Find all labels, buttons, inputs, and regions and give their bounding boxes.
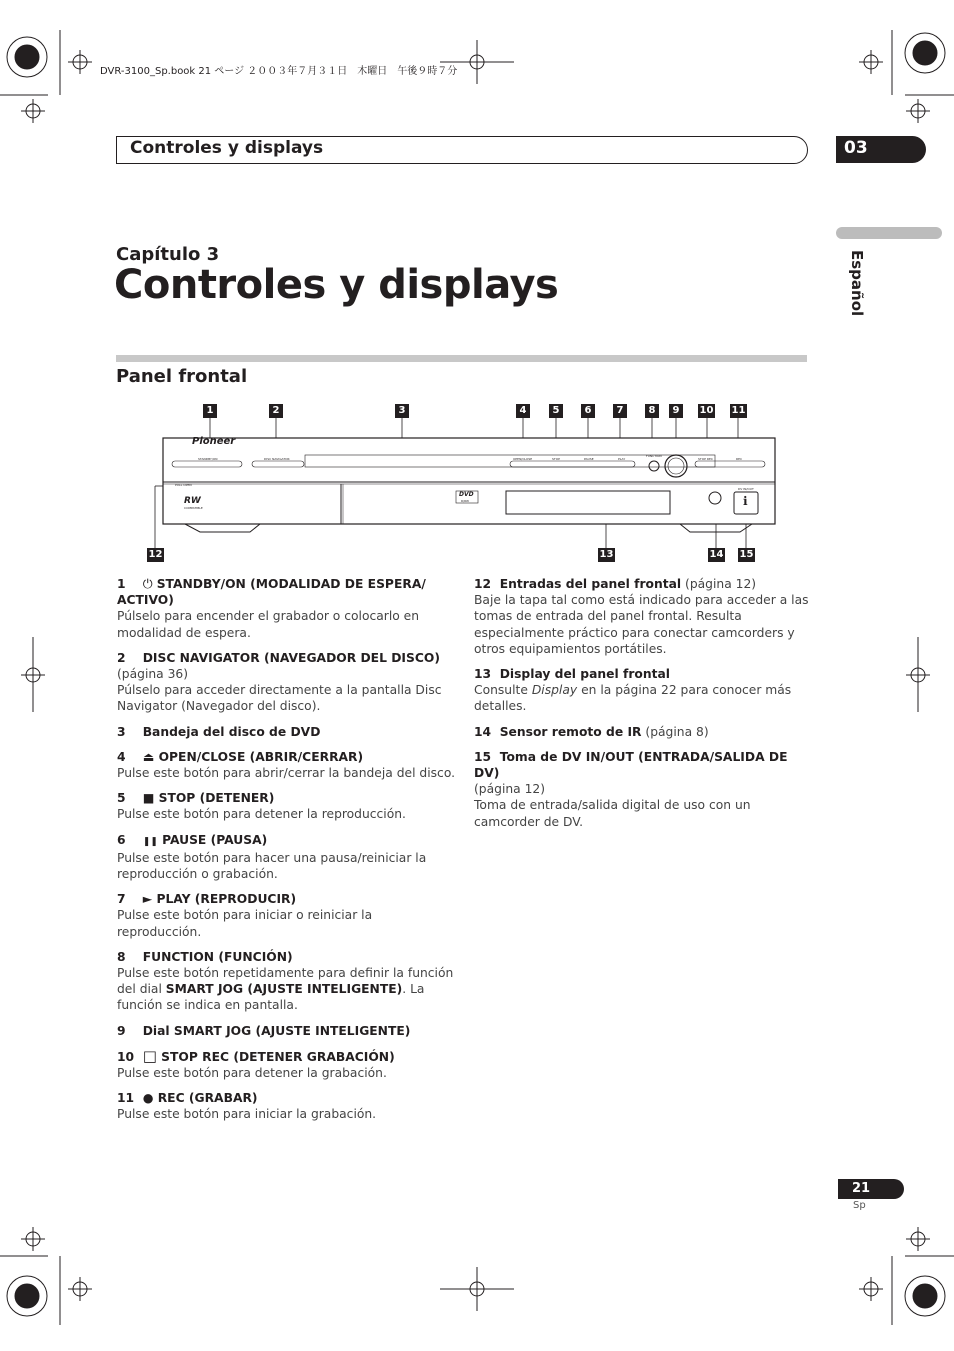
rec-icon: ● [142,1091,154,1106]
item-11: 11 ● REC (GRABAR) Pulse este botón para iniciar la grabación. [117,1091,377,1122]
language-tab [836,227,942,239]
front-panel-drawing [140,400,800,570]
item-4: 4 ⏏ OPEN/CLOSE (ABRIR/CERRAR) Pulse este botón para abrir/cerrar la bandeja del disco. [117,749,456,781]
item-1: 1 ⏻ STANDBY/ON (MODALIDAD DE ESPERA/ ACTIVO) Púlselo para encender el grabador o colocarlo en modalidad de espera. [117,577,426,640]
eject-icon: ⏏ [142,749,155,764]
item-8: 8 FUNCTION (FUNCIÓN) Pulse este botón repetidamente para definir la función del dial SMART JOG (AJUSTE INTELIGENTE). La función se indica en pantalla. [117,949,454,1013]
item-15: 15 Toma de DV IN/OUT (ENTRADA/SALIDA DE DV) (página 12) Toma de entrada/salida digital de uso con un camcorder de DV. [474,749,788,829]
play-icon: ► [142,892,153,907]
section-title: Panel frontal [116,366,248,387]
chapter-label: Capítulo 3 [116,244,220,265]
callout-15: 15 [739,549,754,560]
pause-icon: ❚❚ [142,836,158,847]
callout-8: 8 [645,404,659,418]
label-pull-open: PULL OPEN [175,483,192,487]
front-panel-diagram [140,400,800,570]
callout-4: 4 [516,404,530,418]
stop-rec-icon: □ [142,1046,157,1065]
item-3: 3 Bandeja del disco de DVD [117,724,321,739]
callout-14: 14 [709,549,724,560]
item-7: 7 ► PLAY (REPRODUCIR) Pulse este botón para iniciar o reiniciar la reproducción. [117,892,373,939]
page-number: 21 [838,1179,904,1199]
dv-jack-icon: ℹ [743,494,748,508]
callout-11: 11 [731,405,746,416]
callout-6: 6 [581,404,595,418]
item-14: 14 Sensor remoto de IR (página 8) [474,724,709,739]
callout-7: 7 [613,404,627,418]
label-pause: PAUSE [584,457,594,461]
item-6: 6 ❚❚ PAUSE (PAUSA) Pulse este botón para hacer una pausa/reiniciar la reproducción o grabación. [117,832,427,882]
section-rule [116,355,807,362]
callout-9: 9 [669,404,683,418]
item-5: 5 ■ STOP (DETENER) Pulse este botón para detener la reproducción. [117,791,406,822]
items-left-column [117,576,457,1132]
callout-2: 2 [269,404,283,418]
header-title: Controles y displays [130,138,324,158]
callout-1: 1 [203,404,217,418]
callout-12: 12 [148,549,163,560]
label-stop: STOP [552,457,560,461]
item-2: 2 DISC NAVIGATOR (NAVEGADOR DEL DISCO) (página 36) Púlselo para acceder directamente a la pantalla Disc Navigator (Navegador del disco). [117,650,442,714]
label-stop-rec: STOP REC [698,457,713,461]
label-function: FUNCTION [646,454,662,458]
label-open-close: OPEN/CLOSE [513,457,533,461]
callout-5: 5 [549,404,563,418]
rw-logo: RW [184,496,201,506]
page-language: Sp [853,1200,866,1211]
power-icon: ⏻ [142,577,153,591]
book-info-line: DVR-3100_Sp.book 21 ページ ２００３年７月３１日 木曜日 午後９時７分 [100,66,458,77]
label-disc-navigator: DISC NAVIGATOR [264,457,290,461]
chapter-number-badge: 03 [836,136,926,163]
dvd-logo: DVD [459,491,474,498]
label-dv-in-out: DV IN/OUT [738,487,754,491]
item-12: 12 Entradas del panel frontal (página 12) Baje la tapa tal como está indicado para acceder a las tomas de entrada del panel frontal. Resulta especialmente práctico para conectar camcorders y otros equipamientos portátiles. [474,577,809,656]
language-label: Español [848,250,866,317]
page-title: Controles y displays [114,262,559,308]
item-13: 13 Display del panel frontal Consulte Display en la página 22 para conocer más detalles. [474,667,792,714]
callout-3: 3 [395,404,409,418]
callout-10: 10 [699,405,714,416]
stop-icon: ■ [142,791,155,806]
label-play: PLAY [618,457,626,461]
rw-logo-sub: COMPATIBLE [184,506,203,510]
label-rec: REC [736,457,743,461]
items-right-column [474,576,809,839]
item-10: 10 □ STOP REC (DETENER GRABACIÓN) Pulse este botón para detener la grabación. [117,1046,395,1081]
item-9: 9 Dial SMART JOG (AJUSTE INTELIGENTE) [117,1023,411,1038]
brand-logo: Pioneer [192,436,236,447]
dvd-logo-sub: R/RW [461,499,470,503]
label-standby: STANDBY/ON [198,457,218,461]
callout-13: 13 [599,549,614,560]
